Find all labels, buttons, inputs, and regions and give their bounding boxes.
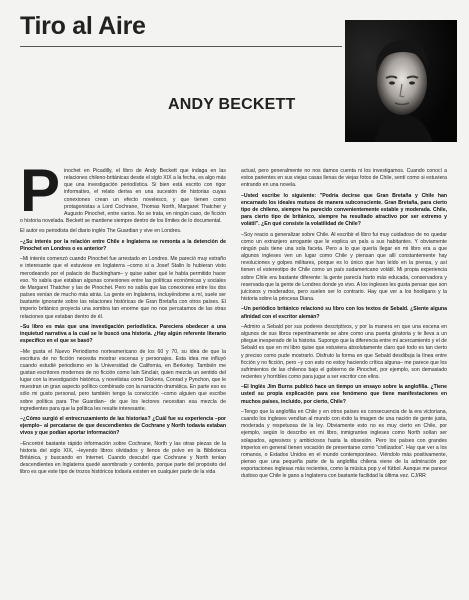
portrait-image (345, 20, 457, 142)
answer-paragraph (20, 256, 226, 320)
paragraph-text: –Me gusta el Nuevo Periodismo norteamericano de los 60 y 70, su idea de que la escritura de no ficción necesita mostrar escenas y personajes. Esta idea me influyó cuando estudié periodismo en la Universidad de California, en Berkeley. También me gustan escritores modernos de no ficción como Iain Sinclair, quien mezcla un sentido del lugar con la investigación histórica, y novelistas como Dickens, Conrad y Pynchon, que le muestran un gran aspecto político combinado con la narración dramática. En parte eso es sólo mi gusto personal, pero también tengo la convicción –como alguien que escribe sobre política para The Guardian– de que los lectores necesitan esa mezcla de ingredientes para que la política les resulte interesante. (20, 348, 226, 412)
paragraph-text: –Su libro es más que una investigación periodística. Pareciera obedecer a una inquietud narrativa a la cual se le buscó una historia. ¿Hay algún referente literario específico en el que se basó? (20, 323, 226, 345)
lead-paragraph (20, 157, 226, 225)
author-name: ANDY BECKETT (168, 96, 296, 113)
answer-paragraph (241, 324, 447, 381)
paragraph-text: –Tengo que la anglofilia en Chile y en otros países es consecuencia de la era victoriana, cuando los ingleses vendían al mundo con éxito la imagen de una nación de gente justa, moderada y respetuosa de la ley. Obviamente esto no es muy cierto en Chile, por ejemplo, según lo describo en mi libro, inmigrantes ingleses como North solían ser solapados, agresivos y ambiciosos hasta la obsesión. Pero los países con grandes imperios en general tienen vocación de presentarse como "civilizados". Hay que ver a los romanos, o Estados Unidos en el mundo contemporáneo. Viéndolo más positivamente, pienso que una pequeña parte de la anglofilia chilena viene de la admiración por exportaciones inglesas más recientes, como la música pop y el fútbol. Aunque me parece dudoso que Chile le gano a Inglaterra con bastante facilidad la última vez. CJ/RR (241, 408, 447, 480)
paragraph-text: actual, pero generalmente no nos damos cuenta ni los investigamos. Cuando conocí a estos parientes en sus viejas casas llenas de viejas fotos de Chile, sentí como si estuviera entrando en una novela. (241, 168, 447, 189)
interview-question (241, 306, 447, 320)
paragraph-text: –Un periódico británico relacionó su libro con los textos de Sebald. ¿Siente alguna afinidad con el escritor alemán? (241, 306, 447, 320)
interview-question (20, 324, 226, 345)
answer-paragraph (241, 409, 447, 481)
answer-paragraph (241, 168, 447, 189)
answer-paragraph (20, 349, 226, 413)
answer-paragraph (241, 232, 447, 304)
section-title: Tiro al Aire (20, 12, 146, 40)
paragraph-text: –¿Su interés por la relación entre Chile e Inglaterra se remonta a la detención de Pinochet en Londres o es anterior? (20, 238, 226, 252)
paragraph-text: –Mi interés comenzó cuando Pinochet fue arrestado en Londres. Me pareció muy extraño e interesante que el estuviese en Inglaterra –como si a Josef Stalin lo hubieran visto merodeando por el palacio de Buckingham– y quise saber qué le había permitido hacer eso. Yo sabía que estaban algunas conexiones entre las políticas económicas y sociales de Margaret Thatcher y las de Pinochet. Pero no sabía que las conexiones entre los dos países venían de mucho más atrás. La gente en Inglaterra, incluyéndome a mí, suele ser bastante ignorante sobre las relaciones históricas de Gran Bretaña con otros países. El imperio británico proyecta una sombra tan enorme que no nos percatamos de las otras relaciones que estaban dentro de él. (20, 256, 226, 320)
interview-question (241, 384, 447, 405)
paragraph-text: –El Inglés Jim Burns publicó hace un tiempo un ensayo sobre la anglofilia. ¿Tiene usted su propia explicación para ese fenómeno que tiene manifestaciones en muchos países, incluido, por cierto, Chile? (241, 384, 447, 405)
article-column-left (20, 157, 226, 480)
drop-cap: P (20, 157, 61, 224)
paragraph-text: –¿Cómo surgió el entrecruzamiento de las historias? ¿Cuál fue su experiencia –por ejemplo– al percatarse de que descendientes de Cochrane y North todavía estaban vivos y que podían aportar información? (20, 416, 226, 437)
paragraph-text: –Encontré bastante rápido información sobre Cochrane, North y las otras piezas de la historia del siglo XIX, –leyendo libros olvidados y llenos de polvo en la Biblioteca Británica, y buscando en Internet. Cuando descubrí que Cochrane y North tenían descendientes en Inglaterra quedé asombrado y contento, porque parte del propósito del libro es que este tipo de trozos históricos todavía existen en cualquier parte de la vida (20, 440, 226, 476)
paragraph-text: El autor es periodista del diario inglés The Guardian y vive en Londres. (20, 228, 182, 235)
title-rule (20, 46, 342, 47)
paragraph-text: –Admiro a Sebald por sus poderes descriptivos, y por la manera en que una escena en algunos de sus libros repentinamente se abre como una puerta giratoria y te lleva a un pliegue inesperado de la historia. Supongo que la diferencia entre mi acercamiento y el de Sebald es que en mi libro quise que estuviera absolutamente claro qué todo es tan cierto y preciso como pude mostrarlo. Disfruto la forma en que Sebald desdibuja la línea entre ficción y no ficción, pero –y con esto no estoy haciendo crítica alguna– me parece que los sufrimientos de las chilenos bajo el gobierno de Pinochet, por ejemplo, son demasiado recientes y horribles como para jugar a ser escritor con ellos. (241, 323, 447, 380)
paragraph-text: –Usted escribe lo siguiente: "Podría decirse que Gran Bretaña y Chile han encarnado los ideales mutuos de manera subconsciente. Gran Bretaña, para cierto tipo de chileno, siempre ha parecido convenientemente estable y moderada. Chile, para cierto tipo de británico, siempre ha resultado atractivo por ser extremo y volátil". ¿En qué consiste la volatilidad de Chile? (241, 192, 447, 228)
paragraph-text: inochet en Picadilly, el libro de Andy Beckett que indaga en las relaciones chileno-británicas desde el siglo XIX a la fecha, es algo más que una investigación periodística. Si bien está escrito con rigor informativo, el relato deriva en una sucesión de historias cuyas conexiones crean un efecto novelesco, y que tienen como protagonistas a Lord Cochrane, Thomas North, Margaret Thatcher y Augusto Pinochet, entre varios. No se trata, en ningún caso, de ficción o historia novelada. Beckett se mantiene siempre dentro de los límites de lo documental. (20, 168, 226, 225)
interview-question (20, 416, 226, 437)
article-column-right (241, 168, 447, 484)
answer-paragraph (20, 228, 226, 235)
paragraph-text: –Soy reacio a generalizar sobre Chile. Al escribir el libro fui muy cuidadoso de no quedar como un extranjero arrogante que le explica un país a sus habitantes. Y obviamente ningún país tiene una sola faceta. Pero a lo que quería llegar en mi libro era a que algunos ingleses ven un lugar como Chile y piensan que allí constantemente hay revoluciones y golpes militares, porque es lo único que han leído en la prensa, y así tienen el estereotipo de Chile como un país sudamericano volátil. Mi propia experiencia sobre Chile era bastante diferente: la gente parecía harto más educada, conservadora y reservada que la gente de Londres donde yo vivo. A los ingleses les gusta pensar que son juiciosos y moderados, pero suelen ser lo contrario. Hay que ver a los hooligans y la historia sobre la princesa Diana. (241, 231, 447, 303)
interview-question (20, 239, 226, 253)
author-photo (345, 20, 457, 142)
interview-question (241, 193, 447, 229)
answer-paragraph (20, 441, 226, 477)
